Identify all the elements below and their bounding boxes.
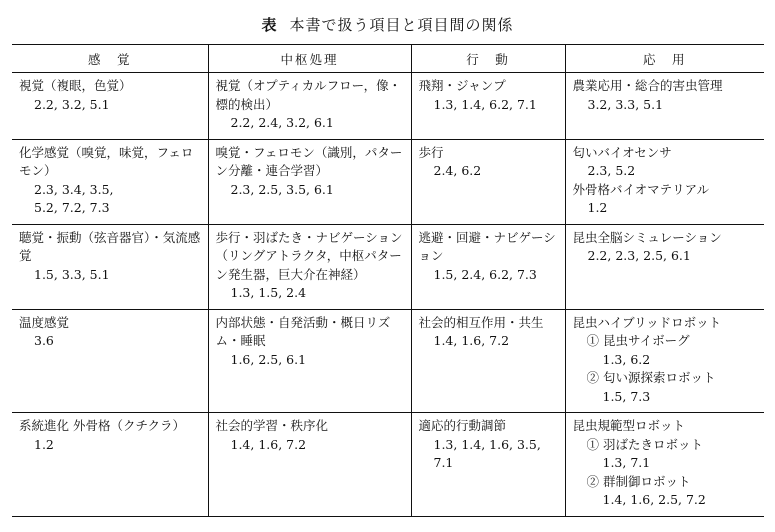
cell-heading: 社会的学習・秩序化: [215, 418, 329, 433]
cell-application: [565, 139, 764, 224]
cell-central-processing: [208, 413, 411, 517]
cell-heading: 視覚（オプティカルフロー，像・標的検出）: [215, 78, 402, 112]
cell-heading: 化学感覚（嗅覚，味覚，フェロモン）: [19, 144, 194, 178]
cell-heading: 内部状態・自発活動・概日リズム・睡眠: [215, 314, 391, 348]
table-row: [12, 309, 764, 413]
cell-behavior: [411, 224, 565, 309]
cell-ref: 1.5, 3.3, 5.1: [34, 266, 110, 282]
cell-ref: 1.4, 1.6, 7.2: [230, 436, 307, 452]
cell-ref: 3.6: [34, 333, 54, 348]
cell-behavior: [411, 73, 565, 140]
cell-heading: 温度感覚: [19, 314, 70, 330]
cell-heading: 昆虫ハイブリッドロボット: [572, 314, 722, 330]
table-caption-title: 本書で扱う項目と項目間の関係: [289, 16, 514, 34]
cell-heading: 系統進化 外骨格（クチクラ）: [19, 418, 185, 433]
cell-sub-heading: ② 群制御ロボット: [586, 473, 691, 489]
cell-sub-heading: ① 昆虫サイボーグ: [586, 333, 690, 348]
cell-ref: 1.2: [34, 436, 54, 452]
cell-heading: 外骨格バイオマテリアル: [572, 181, 710, 197]
cell-heading: 昆虫規範型ロボット: [572, 418, 686, 433]
cell-ref: 1.2: [587, 200, 608, 215]
cell-heading: 社会的相互作用・共生: [418, 314, 544, 330]
cell-heading: 嗅覚・フェロモン（識別，パターン分離・連合学習）: [215, 144, 403, 178]
header-row: [12, 45, 764, 73]
cell-sensing: [12, 139, 208, 224]
header-sensing: 感 覚: [87, 51, 132, 67]
cell-heading: 歩行・羽ばたき・ナビゲーション（リングアトラクタ，中枢パターン発生器，巨大介在神経）: [215, 229, 403, 282]
header-behavior: 行 動: [411, 45, 565, 73]
cell-heading: 視覚（複眼，色覚）: [19, 78, 132, 93]
cell-application: [565, 73, 764, 140]
cell-ref: 1.3, 1.4, 6.2, 7.1: [433, 96, 537, 112]
cell-heading: 適応的行動調節: [418, 418, 507, 433]
table-row: [12, 224, 764, 309]
cell-ref: 2.3, 3.4, 3.5,: [34, 181, 114, 197]
cell-ref: 1.3, 1.5, 2.4: [230, 285, 307, 300]
cell-ref: 2.2, 2.3, 2.5, 6.1: [587, 248, 691, 263]
table-row: [12, 139, 764, 224]
table-row: [12, 413, 764, 517]
cell-behavior: [411, 139, 565, 224]
cell-sub-ref: 1.3, 7.1: [602, 455, 651, 470]
cell-heading: 聴覚・振動（弦音器官）・気流感覚: [19, 229, 201, 263]
header-central-processing: 中枢処理: [208, 45, 411, 73]
cell-sensing: [12, 413, 208, 517]
table-header: [12, 45, 764, 73]
cell-application: [565, 309, 764, 413]
table-body: [12, 73, 764, 517]
cell-sensing: [12, 73, 208, 140]
cell-ref: 1.3, 1.4, 1.6, 3.5, 7.1: [433, 436, 541, 470]
cell-central-processing: [208, 73, 411, 140]
cell-ref: 1.5, 2.4, 6.2, 7.3: [433, 266, 537, 282]
cell-sub-heading: ① 羽ばたきロボット: [586, 436, 703, 452]
table-row: [12, 73, 764, 140]
cell-sensing: [12, 309, 208, 413]
relation-table: [12, 44, 764, 517]
cell-central-processing: [208, 309, 411, 413]
cell-ref: 2.2, 2.4, 3.2, 6.1: [230, 115, 334, 130]
cell-sub-ref: 1.5, 7.3: [602, 388, 651, 404]
cell-ref: 5.2, 7.2, 7.3: [34, 200, 110, 215]
cell-ref: 2.3, 2.5, 3.5, 6.1: [230, 181, 334, 197]
cell-heading: 匂いバイオセンサ: [572, 144, 672, 160]
cell-sensing: [12, 224, 208, 309]
cell-behavior: [411, 413, 565, 517]
cell-application: [565, 413, 764, 517]
cell-ref: 2.2, 3.2, 5.1: [34, 96, 110, 112]
cell-ref: 2.4, 6.2: [433, 163, 482, 178]
cell-ref: 1.6, 2.5, 6.1: [230, 351, 307, 367]
cell-sub-ref: 1.4, 1.6, 2.5, 7.2: [602, 492, 706, 507]
cell-central-processing: [208, 224, 411, 309]
cell-ref: 2.3, 5.2: [587, 163, 636, 178]
cell-sub-heading: ② 匂い源探索ロボット: [586, 370, 716, 385]
header-application: 応 用: [565, 45, 764, 73]
cell-behavior: [411, 309, 565, 413]
cell-heading: 逃避・回避・ナビゲーション: [418, 229, 556, 263]
cell-heading: 飛翔・ジャンプ: [418, 78, 506, 93]
cell-heading: 農業応用・総合的害虫管理: [572, 78, 723, 93]
cell-application: [565, 224, 764, 309]
cell-ref: 3.2, 3.3, 5.1: [587, 96, 664, 112]
table-caption-lead: 表: [261, 16, 278, 34]
cell-heading: 歩行: [418, 144, 444, 160]
table-caption: [0, 14, 775, 35]
cell-heading: 昆虫全脳シミュレーション: [572, 229, 722, 245]
cell-sub-ref: 1.3, 6.2: [602, 351, 651, 367]
cell-central-processing: [208, 139, 411, 224]
cell-ref: 1.4, 1.6, 7.2: [433, 333, 510, 348]
